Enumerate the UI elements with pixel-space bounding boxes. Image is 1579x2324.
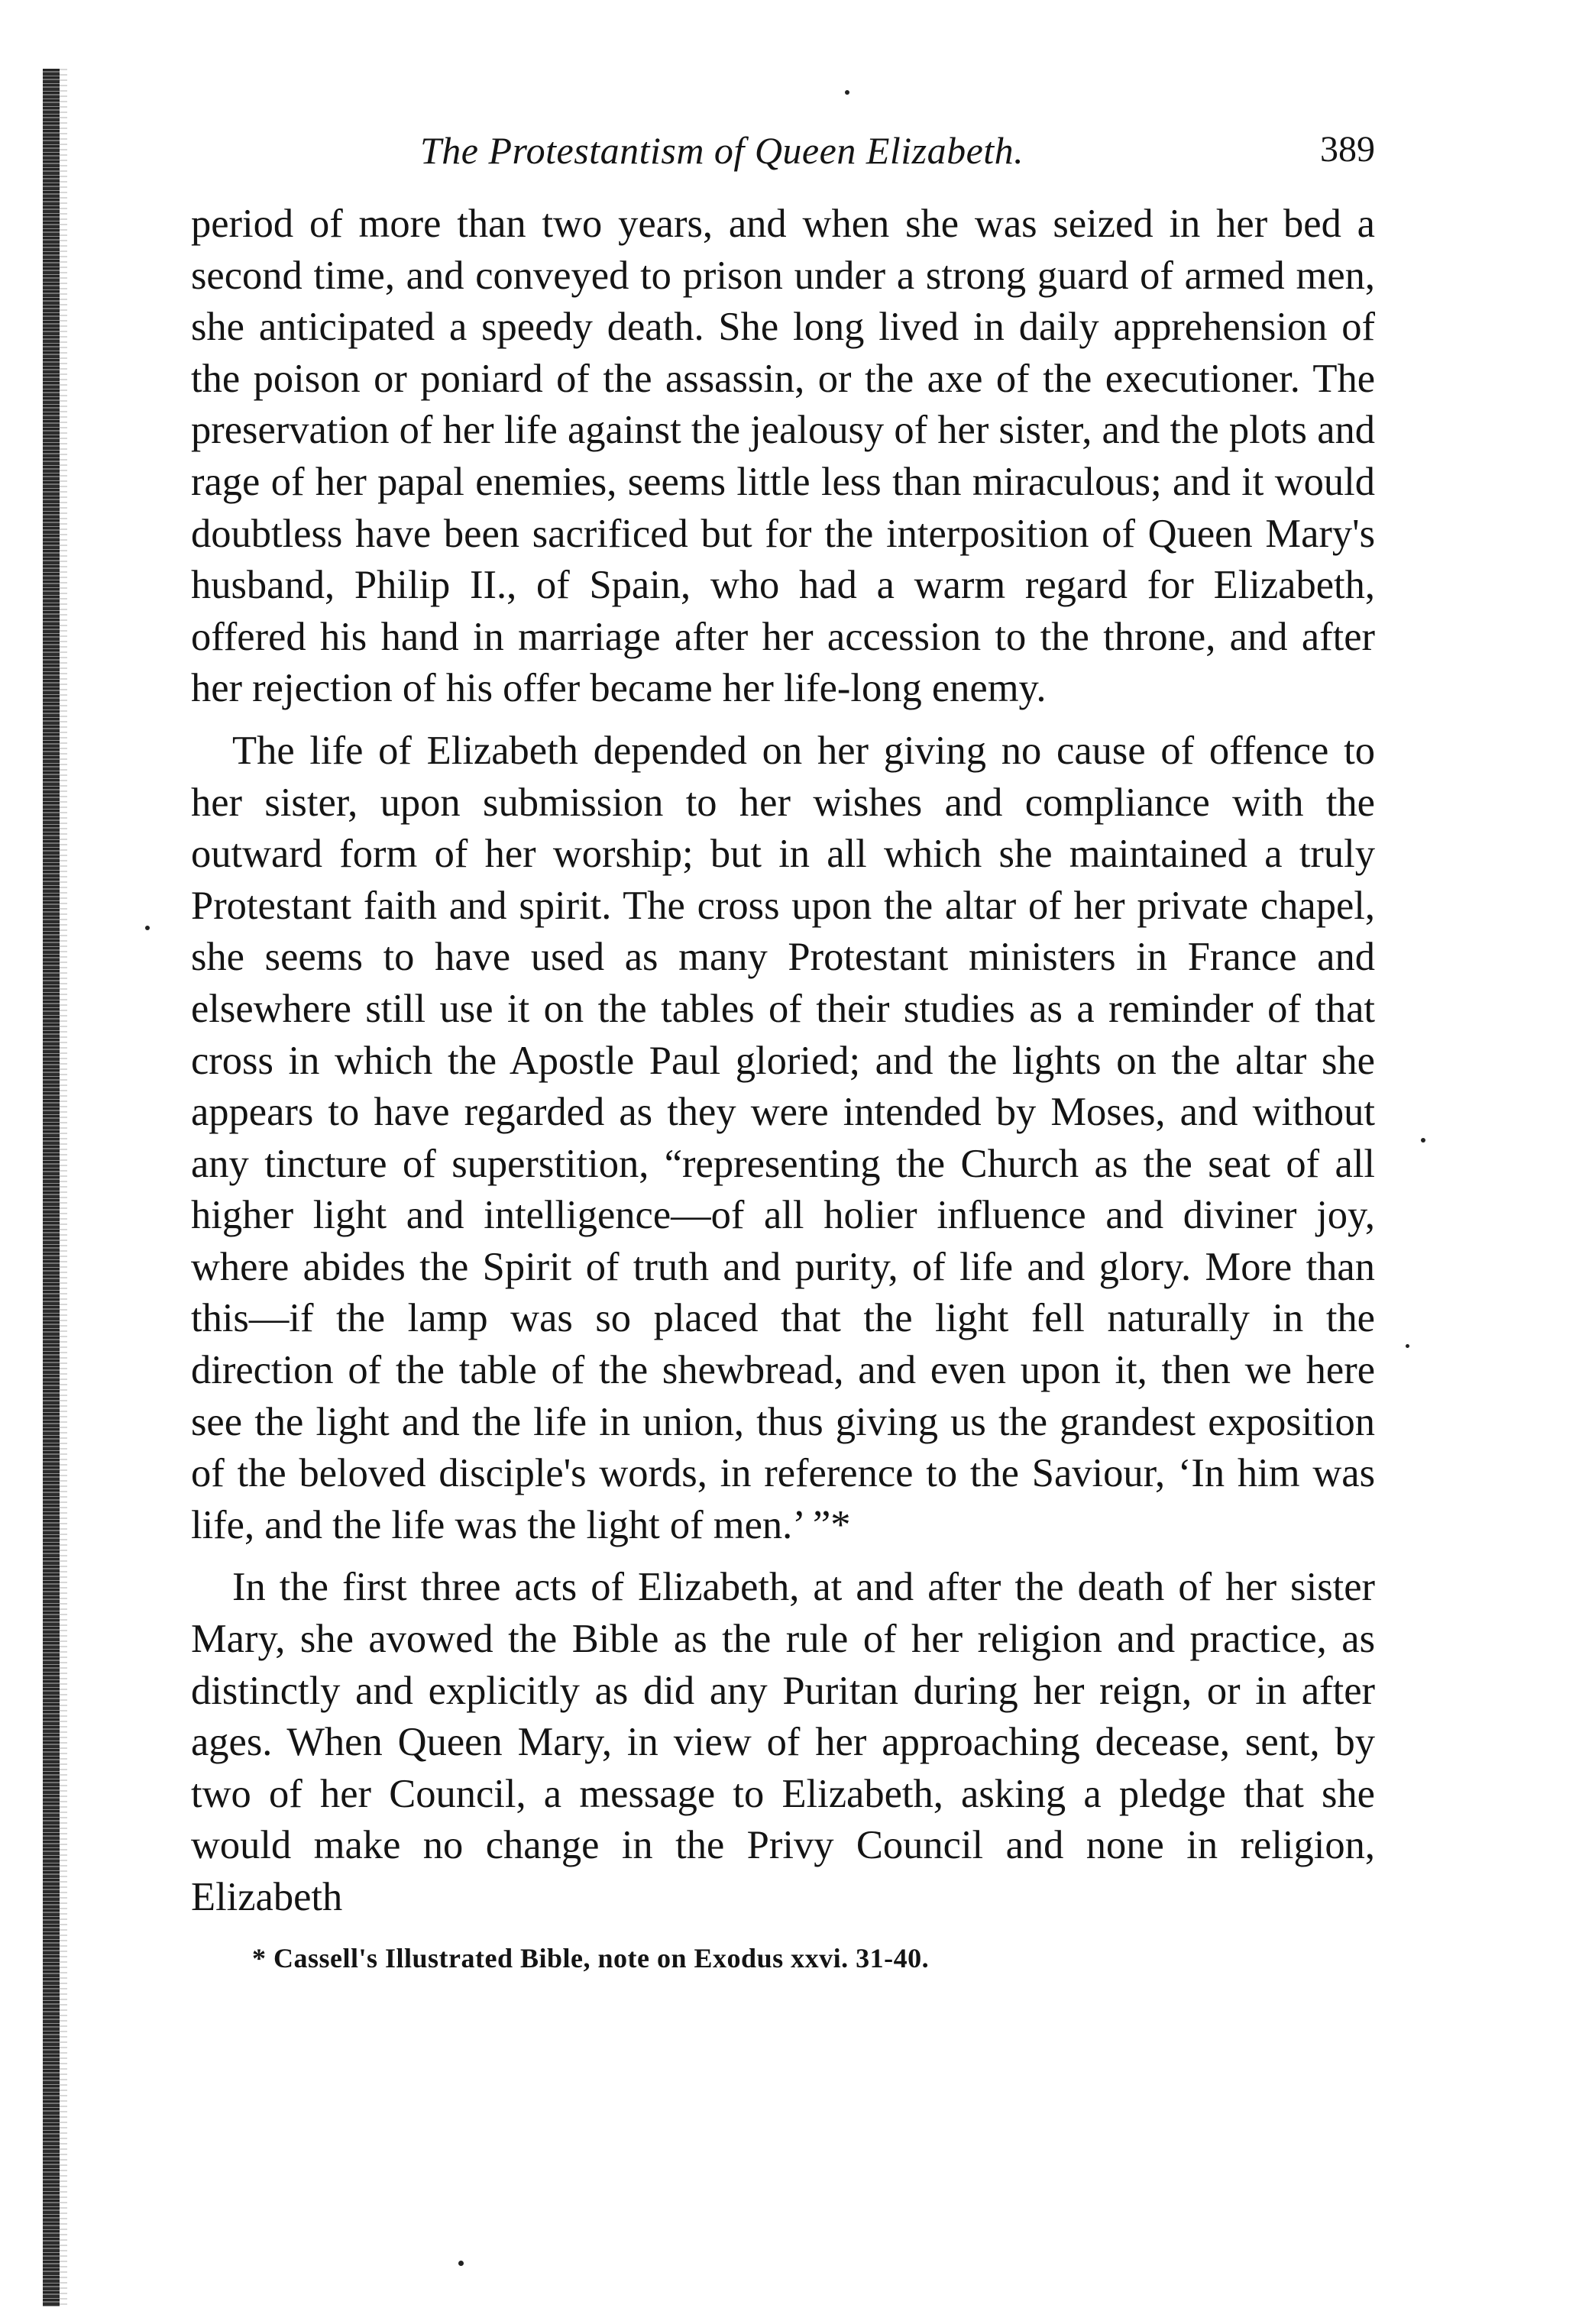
scan-speck	[145, 926, 150, 930]
page-number: 389	[1320, 129, 1375, 170]
paragraph-1: period of more than two years, and when she was seized in her bed a second time, and conveyed to prison under a strong guard of armed men, she anticipated a speedy death. She long lived in daily apprehension of the poison or poniard of the assassin, or the axe of the executioner. The preservation of her life against the jealousy of her sister, and the plots and rage of her papal enemies, seems little less than miraculous; and it would doubtless have been sacrificed but for the interposition of Queen Mary's husband, Philip II., of Spain, who had a warm regard for Elizabeth, offered his hand in marriage after her accession to the throne, and after her rejection of his offer became her life-long enemy.	[191, 202, 1375, 711]
binding-edge	[43, 69, 60, 2306]
scan-speck	[845, 90, 849, 95]
paragraph-2: The life of Elizabeth depended on her giving no cause of offence to her sister, upon submission to her wishes and compliance with the outward form of her worship; but in all which she maintained a truly Protestant faith and spirit. The cross upon the altar of her private chapel, she seems to have used as many Protestant ministers in France and elsewhere still use it on the tables of their studies as a reminder of that cross in which the Apostle Paul gloried; and the lights on the altar she appears to have regarded as they were intended by Moses, and without any tincture of superstition, “representing the Church as the seat of all higher light and intelligence—of all holier influence and diviner joy, where abides the Spirit of truth and purity, of life and glory. More than this—if the lamp was so placed that the light fell naturally in the direction of the table of the shewbread, and even upon it, then we here see the light and the life in union, thus giving us the grandest exposition of the beloved disciple's words, in reference to the Saviour, ‘In him was life, and the life was the light of men.’ ”*	[191, 728, 1375, 1547]
running-title: The Protestantism of Queen Elizabeth.	[420, 129, 1024, 172]
footnote: * Cassell's Illustrated Bible, note on Exodus xxvi. 31-40.	[252, 1942, 930, 1973]
scan-speck	[1406, 1344, 1409, 1348]
book-page	[191, 115, 1375, 1974]
running-head	[191, 115, 1375, 183]
paragraph-3: In the first three acts of Elizabeth, at and after the death of her sister Mary, she avowed the Bible as the rule of her religion and practice, as distinctly and explicitly as did any Puritan during her reign, or in after ages. When Queen Mary, in view of her approaching decease, sent, by two of her Council, a message to Elizabeth, asking a pledge that she would make no change in the Privy Council and none in religion, Elizabeth	[191, 1565, 1375, 1919]
body-text	[191, 199, 1375, 1924]
scan-speck	[1421, 1138, 1425, 1143]
scan-speck	[458, 2261, 464, 2266]
